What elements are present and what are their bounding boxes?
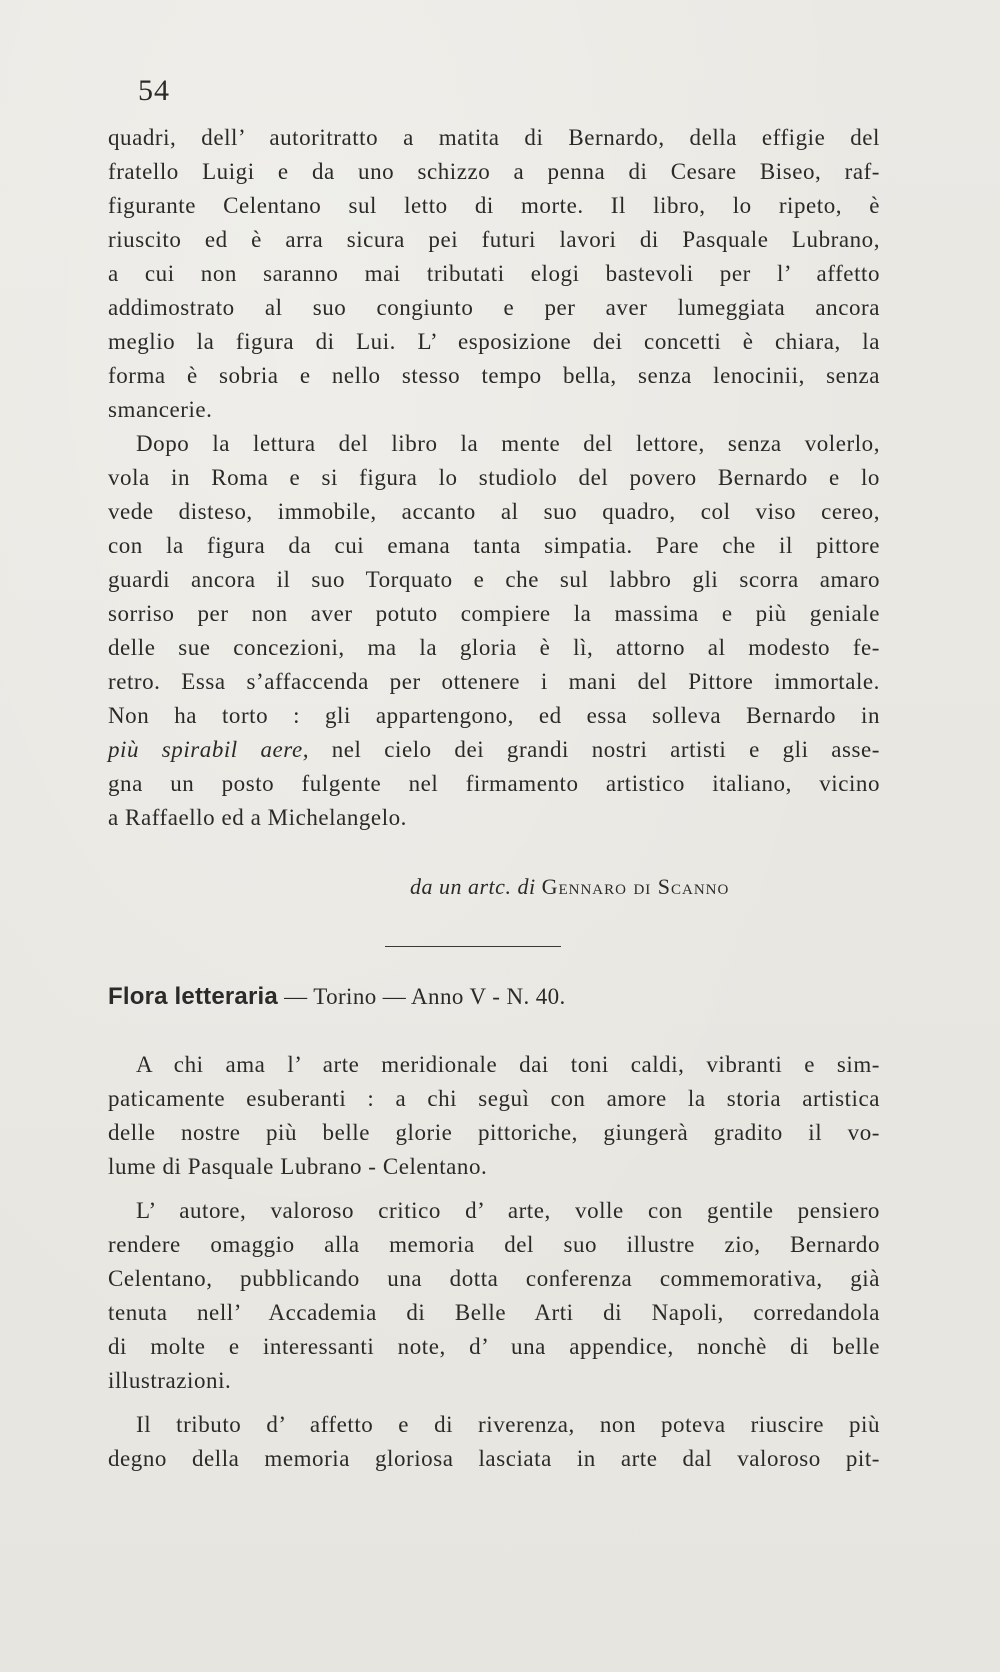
- text-line: lume di Pasquale Lubrano - Celentano.: [108, 1154, 488, 1179]
- text-line: sorriso per non aver potuto compiere la massima e più geniale: [108, 601, 880, 626]
- text-line: figurante Celentano sul letto di morte. Il libro, lo ripeto, è: [108, 193, 880, 218]
- text-line: forma è sobria e nello stesso tempo bella, senza lenocinii, senza: [108, 363, 880, 388]
- article-heading: [108, 980, 566, 1014]
- text-line: Non ha torto : gli appartengono, ed essa solleva Bernardo in: [108, 703, 880, 728]
- text-line: Dopo la lettura del libro la mente del lettore, senza volerlo,: [136, 431, 880, 456]
- text-line: a cui non saranno mai tributati elogi bastevoli per l’ affetto: [108, 261, 880, 286]
- text-line: vede disteso, immobile, accanto al suo quadro, col viso cereo,: [108, 499, 880, 524]
- text-line: quadri, dell’ autoritratto a matita di Bernardo, della effigie del: [108, 125, 880, 150]
- text-line: con la figura da cui emana tanta simpatia. Pare che il pittore: [108, 533, 880, 558]
- text-line: vola in Roma e si figura lo studiolo del povero Bernardo e lo: [108, 465, 880, 490]
- text-line: paticamente esuberanti : a chi seguì con amore la storia artistica: [108, 1086, 880, 1111]
- text-line: L’ autore, valoroso critico d’ arte, volle con gentile pensiero: [136, 1198, 880, 1223]
- text-line: guardi ancora il suo Torquato e che sul labbro gli scorra amaro: [108, 567, 880, 592]
- text-line-with-italic: [108, 733, 880, 767]
- byline-prefix: da un artc. di: [410, 874, 542, 899]
- page-number: 54: [138, 74, 170, 107]
- text-line: smancerie.: [108, 397, 213, 422]
- text-fragment: nel cielo dei grandi nostri artisti e gli asse-: [309, 737, 880, 762]
- text-line: riuscito ed è arra sicura pei futuri lavori di Pasquale Lubrano,: [108, 227, 880, 252]
- text-line: A chi ama l’ arte meridionale dai toni caldi, vibranti e sim-: [136, 1052, 880, 1077]
- journal-title: Flora letteraria: [108, 983, 278, 1010]
- section-divider: [385, 946, 561, 947]
- text-line: addimostrato al suo congiunto e per aver lumeggiata ancora: [108, 295, 880, 320]
- text-line: Il tributo d’ affetto e di riverenza, non poteva riuscire più: [136, 1412, 880, 1437]
- text-line: rendere omaggio alla memoria del suo illustre zio, Bernardo: [108, 1232, 880, 1257]
- text-line: delle nostre più belle glorie pittoriche, giungerà gradito il vo-: [108, 1120, 880, 1145]
- byline: [410, 870, 729, 904]
- byline-author: Gennaro di Scanno: [541, 874, 730, 899]
- text-line: Celentano, pubblicando una dotta conferenza commemorativa, già: [108, 1266, 880, 1291]
- text-line: fratello Luigi e da uno schizzo a penna di Cesare Biseo, raf-: [108, 159, 880, 184]
- text-line: retro. Essa s’affaccenda per ottenere i mani del Pittore immortale.: [108, 669, 880, 694]
- italic-quote: più spirabil aere,: [108, 737, 310, 762]
- text-line: tenuta nell’ Accademia di Belle Arti di Napoli, corredandola: [108, 1300, 880, 1325]
- text-line: meglio la figura di Lui. L’ esposizione dei concetti è chiara, la: [108, 329, 880, 354]
- text-line: delle sue concezioni, ma la gloria è lì, attorno al modesto fe-: [108, 635, 880, 660]
- text-line: illustrazioni.: [108, 1368, 232, 1393]
- text-line: degno della memoria gloriosa lasciata in arte dal valoroso pit-: [108, 1446, 880, 1471]
- text-line: di molte e interessanti note, d’ una appendice, nonchè di belle: [108, 1334, 880, 1359]
- text-line: a Raffaello ed a Michelangelo.: [108, 805, 407, 830]
- text-line: gna un posto fulgente nel firmamento artistico italiano, vicino: [108, 771, 880, 796]
- journal-details: — Torino — Anno V - N. 40.: [277, 984, 566, 1009]
